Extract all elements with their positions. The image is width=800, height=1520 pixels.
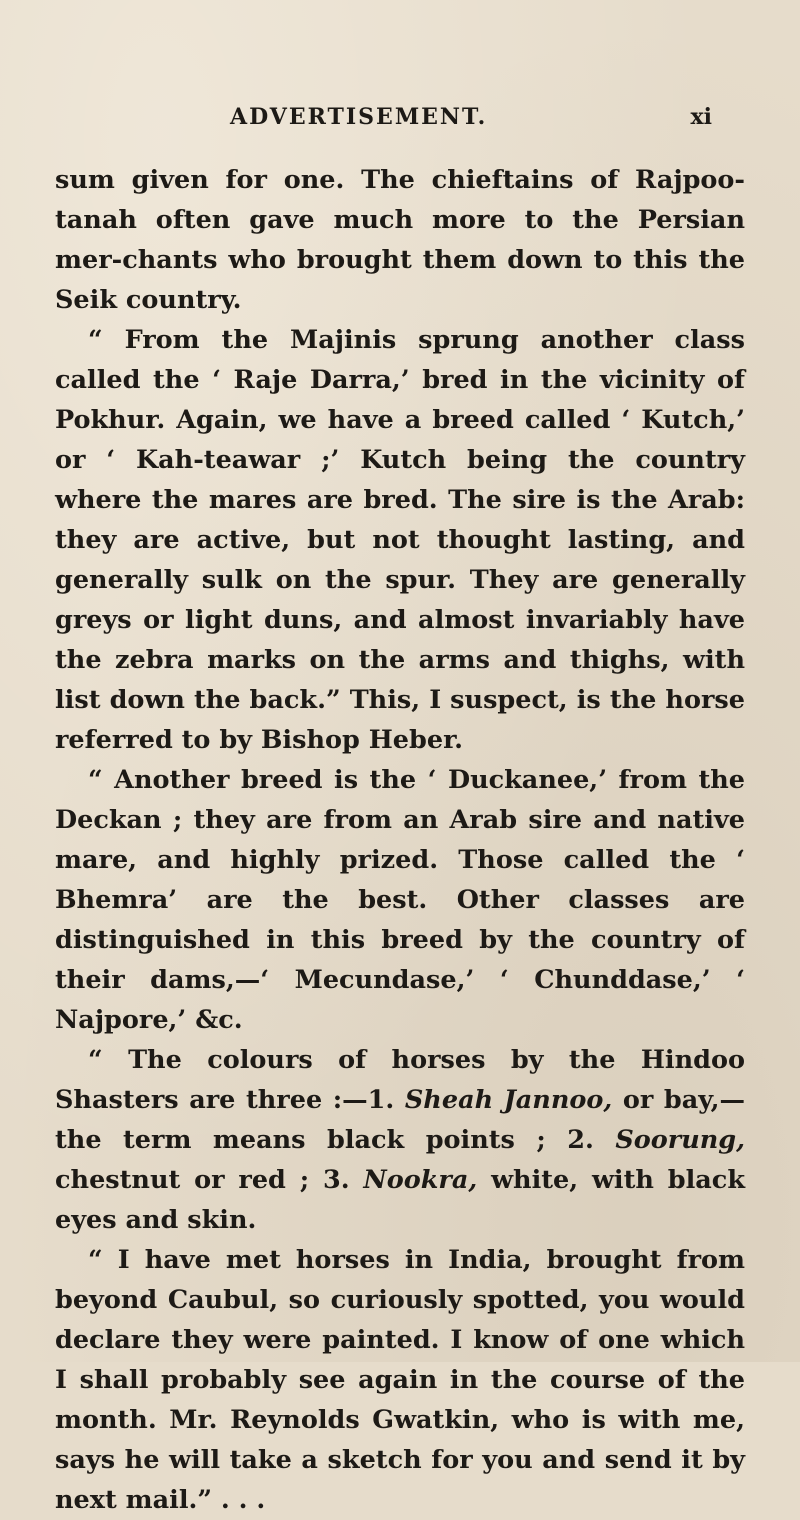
running-header (230, 104, 712, 134)
term-nookra: Nookra, (363, 1165, 478, 1195)
paragraph-4-text-e: chestnut or red ; 3. (55, 1165, 364, 1195)
term-soorung: Soorung, (615, 1125, 745, 1155)
paragraph-4 (55, 1040, 745, 1240)
body-text (55, 160, 745, 1520)
page-number: xi (690, 104, 712, 130)
paragraph-5: “ I have met horses in India, brought from beyond Caubul, so curiously spotted, you would declare they were painted. I know of one which I shall probably see again in the course of the month. Mr. Reynolds Gwatkin, who is with me, says he will take a sketch for you and send it by next mail.” . . . (55, 1245, 745, 1515)
term-sheah-jannoo: Sheah Jannoo, (404, 1085, 613, 1115)
paragraph-2: “ From the Majinis sprung another class called the ‘ Raje Darra,’ bred in the vicinity of Pokhur. Again, we have a breed called ‘ Kutch,’ or ‘ Kah-teawar ;’ Kutch being the country where the mares are bred. The sire is the Arab: they are active, but not thought lasting, and generally sulk on the spur. They are generally greys or light duns, and almost invariably have the zebra marks on the arms and thighs, with list down the back.” This, I suspect, is the horse referred to by Bishop Heber. (55, 325, 745, 755)
paragraph-3: “ Another breed is the ‘ Duckanee,’ from the Deckan ; they are from an Arab sire and native mare, and highly prized. Those called the ‘ Bhemra’ are the best. Other classes are distinguished in this breed by the country of their dams,—‘ Mecundase,’ ‘ Chunddase,’ ‘ Najpore,’ &c. (55, 765, 745, 1035)
paragraph-4-text-g: white, with black eyes and skin. (55, 1165, 745, 1235)
paragraph-4-text-c: or bay,—the term means black points ; 2. (55, 1085, 745, 1155)
running-head-title: ADVERTISEMENT. (230, 104, 488, 130)
paragraph-4-text-a: “ The colours of horses by the Hindoo Shasters are three :—1. (55, 1045, 745, 1115)
paragraph-1: sum given for one. The chieftains of Rajpoo-tanah often gave much more to the Persian mer-chants who brought them down to this the Seik country. (55, 165, 745, 315)
